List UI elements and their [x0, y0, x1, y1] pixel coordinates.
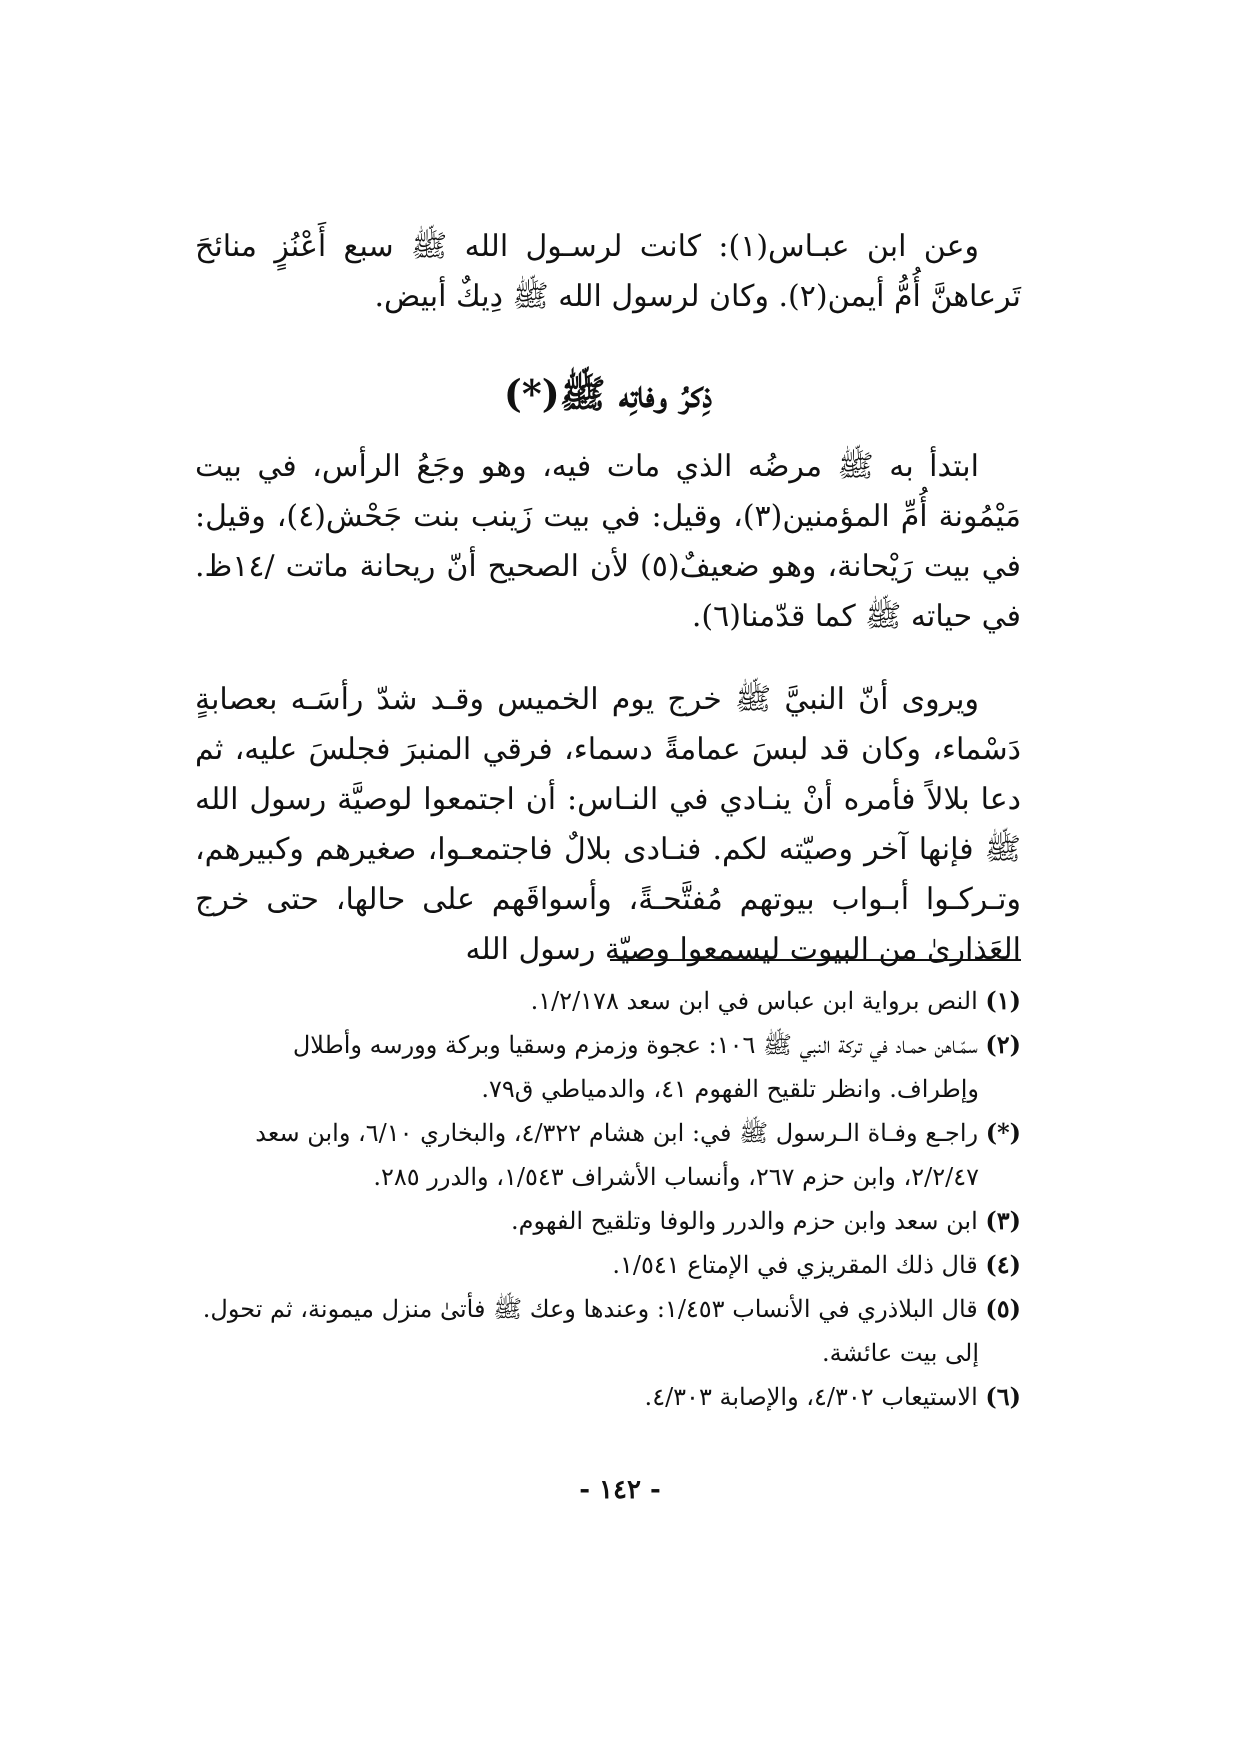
footnote-text: سمّـاهن حمـاد في تركة النبي ﷺ ١٠٦: عجوة وزمزم وسقيا وبركة وورسه وأطلال: [292, 1031, 978, 1059]
intro-paragraph-block: [195, 222, 1021, 322]
footnote-text: الاستيعاب ٤/٣٠٢، والإصابة ٤/٣٠٣.: [644, 1383, 978, 1411]
paragraph-two-block: [195, 675, 1021, 975]
footnote-number: (٦): [985, 1382, 1021, 1411]
footnote-separator: [610, 959, 1021, 961]
paragraph-one-block: [195, 442, 1021, 642]
footnote-text: راجـع وفـاة الـرسول ﷺ في: ابن هشام ٤/٣٢٢، والبخاري ٦/١٠، وابن سعد: [255, 1119, 979, 1147]
section-heading: ذِكرُ وفاتِه ﷺ(*): [503, 371, 713, 416]
paragraph-two: ويروى أنّ النبيَّ ﷺ خرج يوم الخميس وقـد شدّ رأسَـه بعصابةٍ دَسْماء، وكان قد لبسَ عمامةً دسماء، فرقي المنبرَ فجلسَ عليه، ثم دعا بلالاً فأمره أنْ ينـادي في النـاس: أن اجتمعوا لوصيَّة رسول الله ﷺ فإنها آخر وصيّته لكم. فنـادى بلالٌ فاجتمعـوا، صغيرهم وكبيرهم، وتـركـوا أبـواب بيوتهم مُفتَّحـةً، وأسواقَهم على حالها، حتى خرج العَذارىٰ من البيوت ليسمعوا وصيّة رسول الله: [195, 682, 1021, 967]
footnote-text: النص برواية ابن عباس في ابن سعد ١/٢/١٧٨.: [530, 987, 978, 1015]
footnote-4: [195, 1243, 1021, 1287]
footnote-5: [195, 1287, 1021, 1331]
footnotes-section: [195, 979, 1021, 1419]
footnote-2: [195, 1023, 1021, 1067]
footnote-text: ابن سعد وابن حزم والدرر والوفا وتلقيح الفهوم.: [511, 1207, 978, 1235]
footnote-number: (*): [985, 1118, 1021, 1147]
page-number: - ١٤٢ -: [579, 1475, 661, 1505]
paragraph-one: ابتدأ به ﷺ مرضُه الذي مات فيه، وهو وجَعُ الرأس، في بيت مَيْمُونة أُمِّ المؤمنين(٣)، وقيل: في بيت زَينب بنت جَحْش(٤)، وقيل: في بيت رَيْحانة، وهو ضعيفٌ(٥) لأن الصحيح أنّ ريحانة ماتت /١٤ظ. في حياته ﷺ كما قدّمنا(٦).: [195, 449, 1021, 634]
footnote-number: (٢): [985, 1030, 1021, 1059]
footnote-1: [195, 979, 1021, 1023]
footnote-number: (١): [985, 986, 1021, 1015]
footnote-text: قال ذلك المقريزي في الإمتاع ١/٥٤١.: [612, 1251, 978, 1279]
footnote-6: [195, 1375, 1021, 1419]
footnote-2-continuation: وإطراف. وانظر تلقيح الفهوم ٤١، والدمياطي ق٧٩.: [481, 1075, 979, 1103]
footnote-star-continuation: ٢/٢/٤٧، وابن حزم ٢٦٧، وأنساب الأشراف ١/٥٤٣، والدرر ٢٨٥.: [373, 1163, 979, 1191]
footnote-star: [195, 1111, 1021, 1155]
footnote-number: (٣): [985, 1206, 1021, 1235]
footnote-number: (٥): [985, 1294, 1021, 1323]
footnote-text: قال البلاذري في الأنساب ١/٤٥٣: وعندها وعك ﷺ فأتىٰ منزل ميمونة، ثم تحول.: [202, 1295, 978, 1323]
footnote-5-continuation: إلى بيت عائشة.: [822, 1339, 979, 1367]
footnote-3: [195, 1199, 1021, 1243]
footnote-number: (٤): [985, 1250, 1021, 1279]
intro-paragraph: وعن ابن عبـاس(١): كانت لرسـول الله ﷺ سبع أَعْنُزٍ منائحَ تَرعاهنَّ أُمُّ أيمن(٢). وكان لرسول الله ﷺ دِيكٌ أبيض.: [195, 229, 1021, 314]
